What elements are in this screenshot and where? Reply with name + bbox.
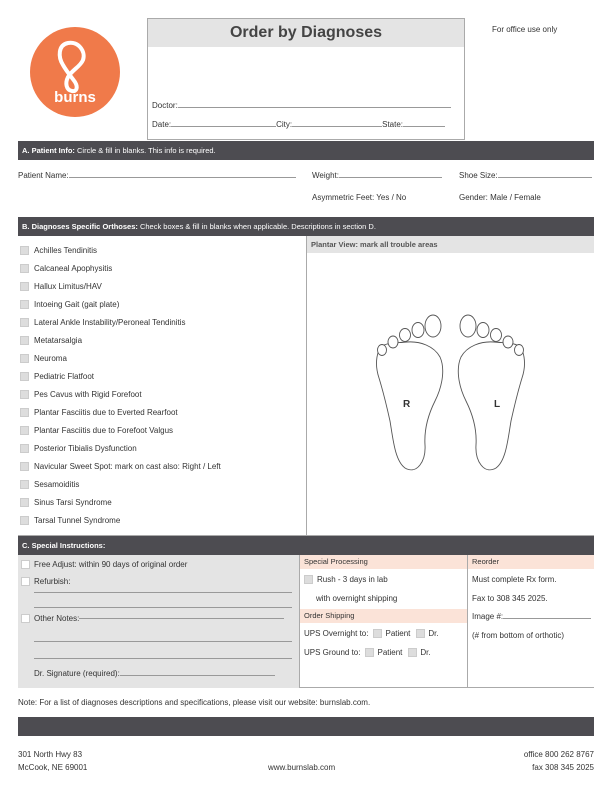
rush-sub-label: with overnight shipping [316,594,398,603]
diagnosis-label: Navicular Sweet Spot: mark on cast also: Right / Left [34,461,221,471]
diagnosis-item[interactable] [20,439,221,457]
section-a-instructions: Circle & fill in blanks. This info is required. [77,146,216,155]
ups-ground-dr-checkbox[interactable] [408,648,417,657]
instructions-panel [18,555,299,688]
diagnosis-checkbox[interactable] [20,516,29,525]
gender-label[interactable]: Gender: Male / Female [459,193,541,202]
page-title: Order by Diagnoses [148,19,464,47]
ups-overnight-patient-checkbox[interactable] [373,629,382,638]
ups-overnight-patient-label: Patient [385,629,411,638]
ups-ground-patient-label: Patient [377,648,403,657]
reorder-line-2: Fax to 308 345 2025. [472,594,548,603]
diagnosis-checkbox[interactable] [20,408,29,417]
footer-fax: fax 308 345 2025 [532,763,594,772]
ups-ground-patient-checkbox[interactable] [365,648,374,657]
section-b-body [18,236,594,536]
image-number-note: (# from bottom of orthotic) [472,631,565,640]
diagnosis-label: Sesamoiditis [34,479,80,489]
weight-label: Weight: [312,171,339,180]
diagnosis-item[interactable] [20,421,221,439]
diagnosis-checkbox[interactable] [20,462,29,471]
state-field[interactable] [403,126,445,127]
rush-checkbox[interactable] [304,575,313,584]
footer-address-1: 301 North Hwy 83 [18,750,83,759]
patient-name-label: Patient Name: [18,171,69,180]
section-b-instructions: Check boxes & fill in blanks when applicable. Descriptions in section D. [139,222,376,231]
weight-field[interactable] [339,177,442,178]
diagnosis-checkbox[interactable] [20,264,29,273]
diagnosis-checkbox[interactable] [20,426,29,435]
diagnosis-checkbox[interactable] [20,282,29,291]
section-c-header [18,536,594,555]
section-c-title: C. Special Instructions: [22,541,106,550]
ups-overnight-label: UPS Overnight to: [304,629,369,638]
order-shipping-label: Order Shipping [300,609,467,623]
header-box [147,18,465,140]
logo-text: burns [54,89,96,106]
refurbish-label: Refurbish: [34,577,71,586]
diagnosis-label: Plantar Fasciitis due to Everted Rearfoot [34,407,178,417]
diagnosis-item[interactable] [20,367,221,385]
other-notes-line-3[interactable] [34,658,292,659]
processing-panel [300,555,467,688]
other-notes-checkbox[interactable] [21,614,30,623]
refurbish-line-2[interactable] [34,607,292,608]
diagnosis-checkbox[interactable] [20,498,29,507]
diagnosis-label: Plantar Fasciitis due to Forefoot Valgus [34,425,174,435]
section-a-title: A. Patient Info: [22,146,75,155]
reorder-panel [468,555,594,688]
diagnosis-item[interactable] [20,385,221,403]
date-label: Date: [152,120,172,129]
diagnosis-item[interactable] [20,241,221,259]
right-foot-icon [377,315,443,470]
right-foot-label: R [403,399,411,410]
asymmetric-feet-label[interactable]: Asymmetric Feet: Yes / No [312,193,407,202]
diagnosis-item[interactable] [20,259,221,277]
diagnosis-item[interactable] [20,331,221,349]
diagnosis-item[interactable] [20,493,221,511]
left-foot-icon [458,315,524,470]
doctor-field[interactable] [178,107,451,108]
plantar-view-panel [307,236,594,536]
office-use-label: For office use only [492,25,558,34]
diagnosis-label: Hallux Limitus/HAV [34,281,102,291]
feet-diagram[interactable] [307,253,594,536]
diagnosis-checkbox[interactable] [20,318,29,327]
diagnosis-label: Sinus Tarsi Syndrome [34,497,112,507]
plantar-view-label: Plantar View: mark all trouble areas [307,236,594,253]
diagnosis-item[interactable] [20,313,221,331]
shoe-size-label: Shoe Size: [459,171,498,180]
rush-label: Rush - 3 days in lab [317,575,388,584]
diagnosis-label: Intoeing Gait (gait plate) [34,299,120,309]
other-notes-label: Other Notes: [34,614,80,623]
diagnosis-checkbox[interactable] [20,372,29,381]
diagnosis-checkbox[interactable] [20,444,29,453]
image-number-label: Image #: [472,612,504,621]
diagnosis-label: Neuroma [34,353,67,363]
footer-bar [18,717,594,736]
footer-office-phone: office 800 262 8767 [523,750,594,759]
reorder-label: Reorder [468,555,594,569]
diagnosis-label: Calcaneal Apophysitis [34,263,113,273]
footer-website-link[interactable]: www.burnslab.com [268,763,336,772]
diagnosis-item[interactable] [20,349,221,367]
refurbish-line-1[interactable] [34,592,292,593]
other-notes-line-2[interactable] [34,641,292,642]
section-a-header [18,141,594,160]
other-notes-field[interactable] [79,618,284,619]
section-b-header [18,217,594,236]
state-label: State: [382,120,404,129]
city-label: City: [276,120,293,129]
dr-signature-label: Dr. Signature (required): [34,669,120,678]
diagnosis-label: Pes Cavus with Rigid Forefoot [34,389,142,399]
free-adjust-label: Free Adjust: within 90 days of original order [34,560,188,569]
diagnosis-label: Achilles Tendinitis [34,245,97,255]
diagnoses-list [20,241,221,529]
ups-ground-dr-label: Dr. [420,648,431,657]
diagnosis-checkbox[interactable] [20,246,29,255]
footer-address-2: McCook, NE 69001 [18,763,88,772]
ups-overnight-dr-checkbox[interactable] [416,629,425,638]
patient-name-field[interactable] [69,177,296,178]
diagnosis-label: Lateral Ankle Instability/Peroneal Tendinitis [34,317,186,327]
ups-overnight-dr-label: Dr. [428,629,439,638]
diagnosis-checkbox[interactable] [20,336,29,345]
reorder-line-1: Must complete Rx form. [472,575,557,584]
special-processing-label: Special Processing [300,555,467,569]
free-adjust-checkbox[interactable] [21,560,30,569]
image-number-field[interactable] [503,618,591,619]
diagnosis-label: Tarsal Tunnel Syndrome [34,515,121,525]
city-field[interactable] [292,126,382,127]
diagnosis-checkbox[interactable] [20,300,29,309]
doctor-label: Doctor: [152,101,178,110]
website-note: Note: For a list of diagnoses descriptions and specifications, please visit our website: burnslab.com. [18,698,371,707]
diagnosis-item[interactable] [20,457,221,475]
diagnosis-label: Pediatric Flatfoot [34,371,95,381]
diagnosis-checkbox[interactable] [20,480,29,489]
logo [30,27,120,117]
diagnosis-item[interactable] [20,475,221,493]
shoe-size-field[interactable] [498,177,592,178]
section-c-body [18,555,594,688]
section-b-title: B. Diagnoses Specific Orthoses: [22,222,138,231]
diagnosis-item[interactable] [20,403,221,421]
ups-ground-label: UPS Ground to: [304,648,361,657]
refurbish-checkbox[interactable] [21,577,30,586]
diagnosis-item[interactable] [20,511,221,529]
left-foot-label: L [494,399,501,410]
dr-signature-field[interactable] [120,675,275,676]
date-field[interactable] [171,126,276,127]
diagnosis-label: Posterior Tibialis Dysfunction [34,443,137,453]
diagnosis-item[interactable] [20,277,221,295]
diagnosis-item[interactable] [20,295,221,313]
diagnosis-label: Metatarsalgia [34,335,83,345]
diagnosis-checkbox[interactable] [20,354,29,363]
diagnosis-checkbox[interactable] [20,390,29,399]
